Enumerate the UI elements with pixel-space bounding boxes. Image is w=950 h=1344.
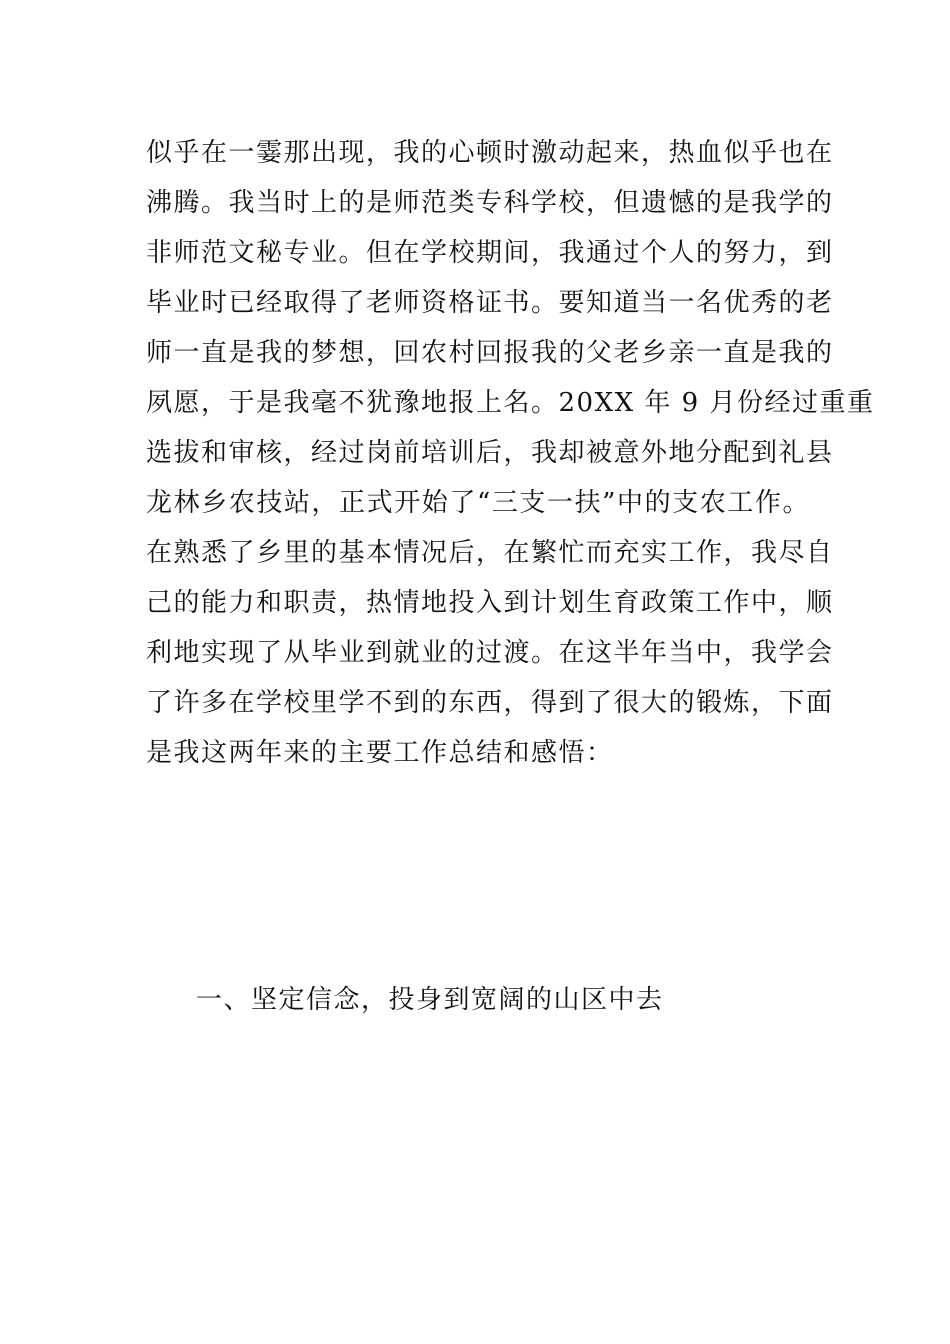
paragraph-line-7: 选拔和审核，经过岗前培训后，我却被意外地分配到礼县: [146, 438, 834, 468]
paragraph-line-8: 龙林乡农技站，正式开始了“三支一扶”中的支农工作。: [146, 488, 810, 518]
paragraph-line-2: 沸腾。我当时上的是师范类专科学校，但遗憾的是我学的: [146, 188, 834, 218]
body-paragraph: [146, 128, 875, 778]
paragraph-line-4: 毕业时已经取得了老师资格证书。要知道当一名优秀的老: [146, 288, 834, 318]
paragraph-line-3: 非师范文秘专业。但在学校期间，我通过个人的努力，到: [146, 238, 834, 268]
paragraph-line-12: 了许多在学校里学不到的东西，得到了很大的锻炼，下面: [146, 688, 834, 718]
paragraph-line-6: 夙愿，于是我毫不犹豫地报上名。20XX 年 9 月份经过重重: [146, 388, 875, 418]
paragraph-line-5: 师一直是我的梦想，回农村回报我的父老乡亲一直是我的: [146, 338, 834, 368]
paragraph-line-11: 利地实现了从毕业到就业的过渡。在这半年当中，我学会: [146, 638, 834, 668]
paragraph-line-13: 是我这两年来的主要工作总结和感悟：: [146, 738, 614, 768]
paragraph-line-1: 似乎在一霎那出现，我的心顿时激动起来，热血似乎也在: [146, 138, 834, 168]
section-heading: 一、坚定信念，投身到宽阔的山区中去: [196, 985, 664, 1015]
paragraph-line-10: 己的能力和职责，热情地投入到计划生育政策工作中，顺: [146, 588, 834, 618]
paragraph-line-9: 在熟悉了乡里的基本情况后，在繁忙而充实工作，我尽自: [146, 538, 834, 568]
